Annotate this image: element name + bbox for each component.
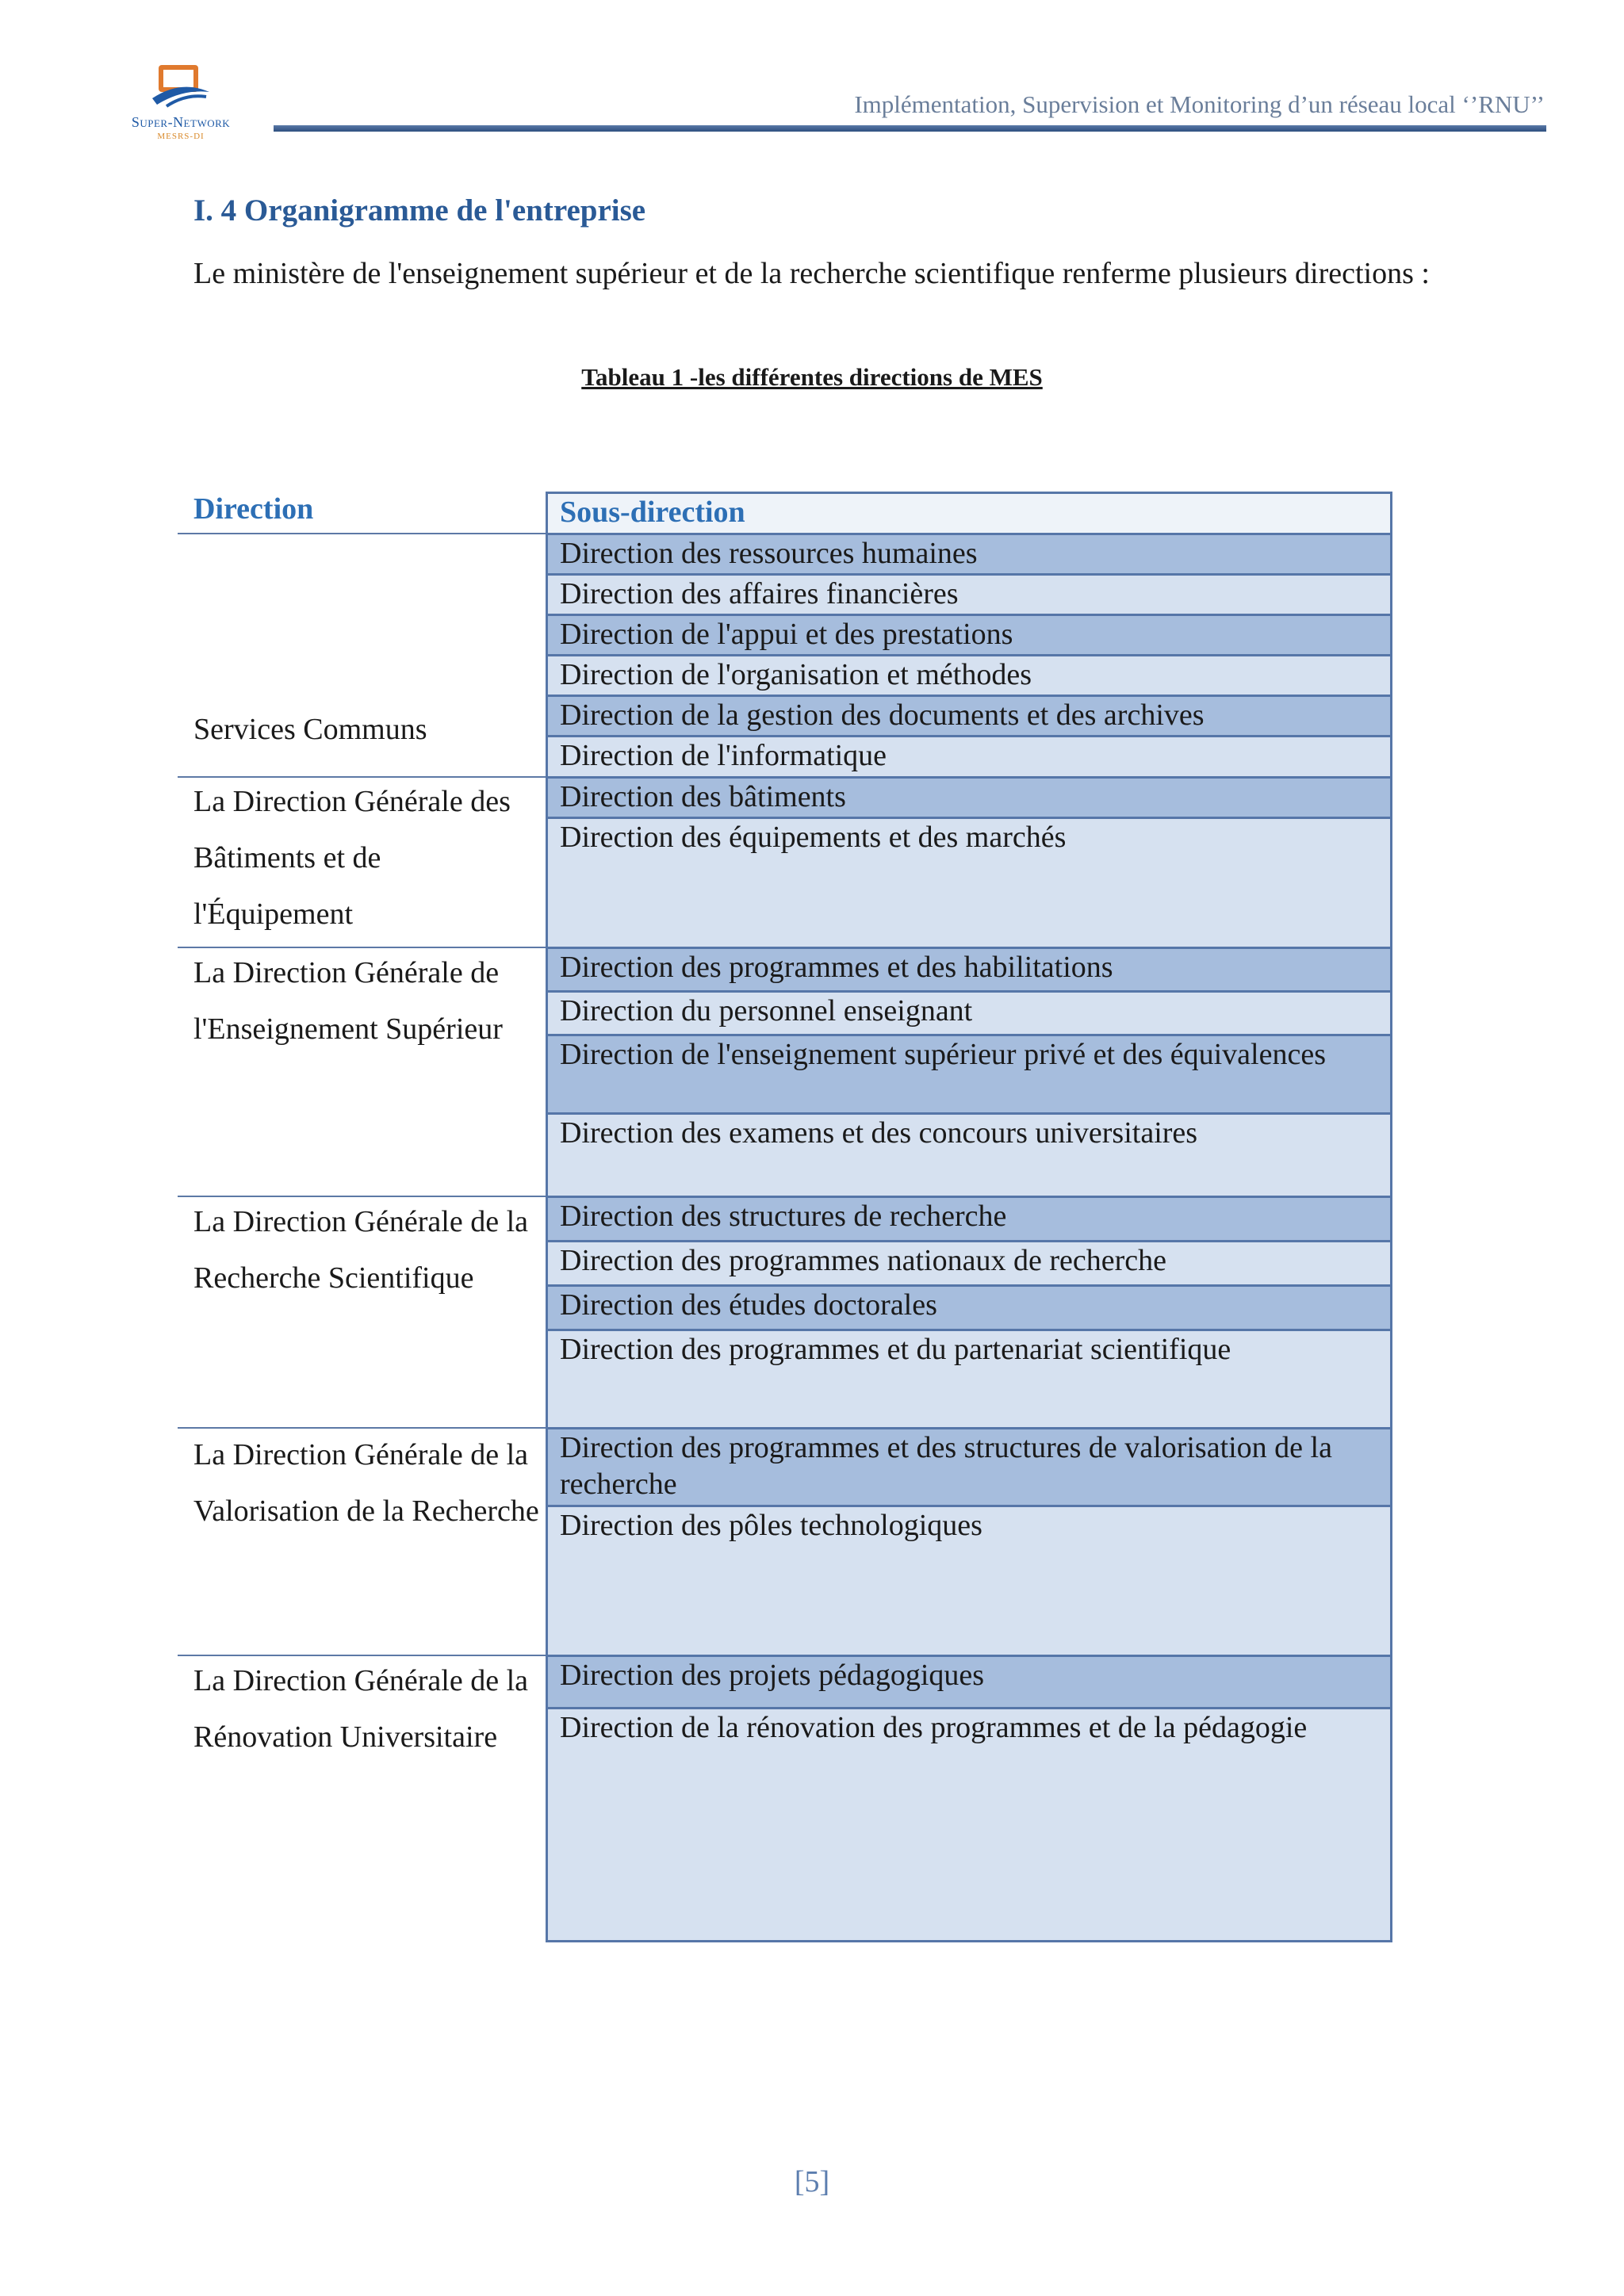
column-header-direction: Direction <box>193 492 314 526</box>
logo-subtitle: MESRS-DI <box>157 132 205 141</box>
sous-direction-cell: Direction de l'informatique <box>546 735 1392 776</box>
page-number: [5] <box>794 2165 830 2198</box>
header-rule <box>274 125 1546 132</box>
sous-direction-cell: Direction des programmes nationaux de recherche <box>546 1240 1392 1284</box>
sous-direction-cell: Direction des programmes et du partenariat scientifique <box>546 1329 1392 1427</box>
sous-direction-cell: Direction de l'appui et des prestations <box>546 614 1392 654</box>
sous-direction-cell: Direction de l'organisation et méthodes <box>546 654 1392 695</box>
direction-name: La Direction Générale des Bâtiments et de l'Équipement <box>193 785 511 931</box>
network-logo-icon <box>151 62 211 111</box>
sous-direction-cell: Direction des structures de recherche <box>546 1196 1392 1240</box>
direction-name: La Direction Générale de la Recherche Scientifique <box>193 1205 528 1295</box>
sous-direction-cell: Direction de l'enseignement supérieur privé et des équivalences <box>546 1034 1392 1112</box>
sous-direction-cell: Direction du personnel enseignant <box>546 990 1392 1034</box>
direction-name: La Direction Générale de la Valorisation de la Recherche <box>193 1438 539 1528</box>
sous-direction-cell: Direction des pôles technologiques <box>546 1505 1392 1655</box>
table-caption: Tableau 1 -les différentes directions de MES <box>581 363 1043 391</box>
sous-direction-cell: Direction des ressources humaines <box>546 533 1392 573</box>
sous-direction-cell: Direction des programmes et des structures de valorisation de la recherche <box>546 1427 1392 1505</box>
direction-name: Services Communs <box>193 713 427 746</box>
sous-direction-cell: Direction des examens et des concours universitaires <box>546 1112 1392 1196</box>
column-header-sous-direction: Sous-direction <box>546 492 1391 533</box>
sous-direction-cell: Direction de la gestion des documents et des archives <box>546 695 1392 735</box>
document-header-title: Implémentation, Supervision et Monitoring d’un réseau local ‘’RNU’’ <box>854 90 1545 118</box>
sous-direction-cell: Direction des équipements et des marchés <box>546 817 1392 947</box>
logo-name: Super-Network <box>131 114 231 130</box>
section-title: I. 4 Organigramme de l'entreprise <box>193 193 646 228</box>
direction-separator <box>178 533 546 534</box>
sous-direction-cell: Direction des études doctorales <box>546 1284 1392 1329</box>
direction-name: La Direction Générale de la Rénovation Universitaire <box>193 1664 528 1754</box>
sous-direction-cell: Direction des bâtiments <box>546 776 1392 817</box>
sous-direction-cell: Direction des programmes et des habilitations <box>546 947 1392 990</box>
intro-paragraph: Le ministère de l'enseignement supérieur et de la recherche scientifique renferme plusieurs directions : <box>193 257 1430 290</box>
sous-direction-cell: Direction de la rénovation des programmes et de la pédagogie <box>546 1707 1392 1942</box>
direction-name: La Direction Générale de l'Enseignement Supérieur <box>193 956 503 1046</box>
company-logo <box>102 62 260 149</box>
sous-direction-cell: Direction des affaires financières <box>546 573 1392 614</box>
sous-direction-cell: Direction des projets pédagogiques <box>546 1655 1392 1707</box>
